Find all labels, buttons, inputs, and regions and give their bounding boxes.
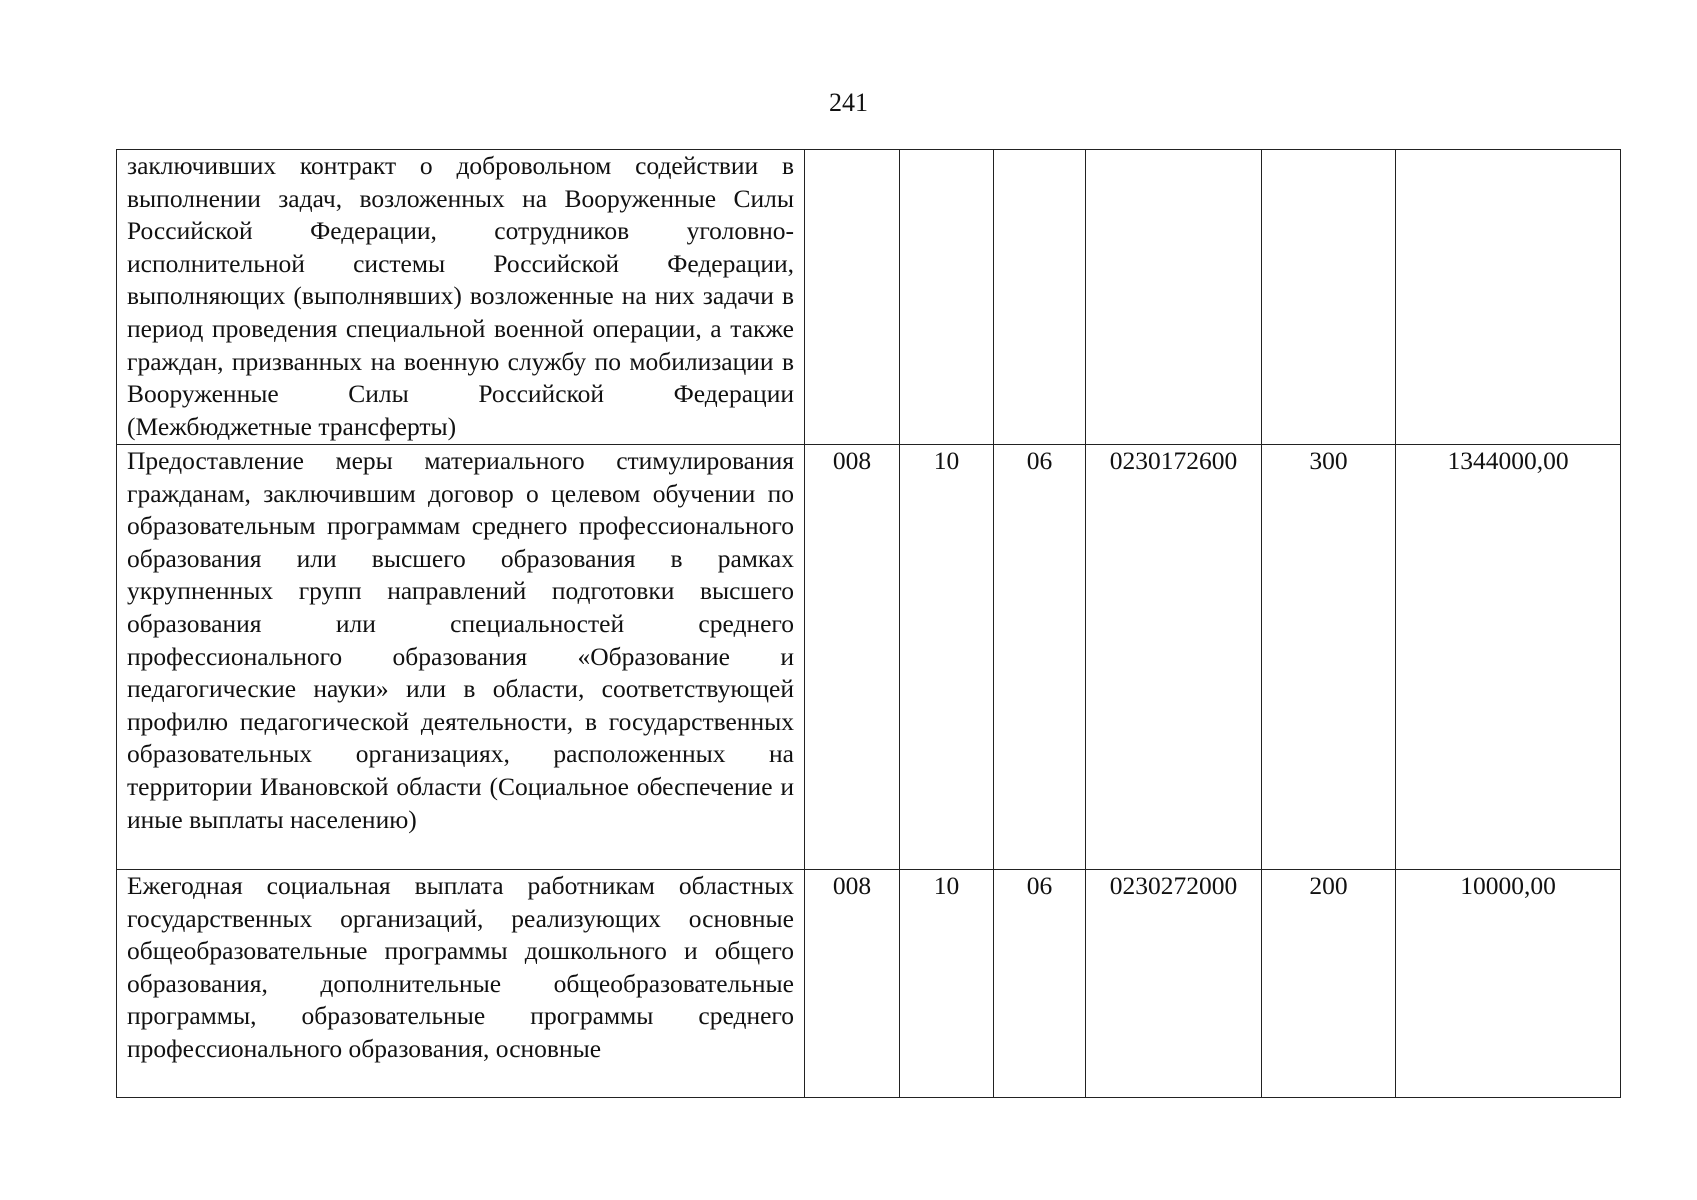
expense-type-cell <box>1262 150 1396 445</box>
budget-table <box>116 149 1621 1098</box>
subsection-code-cell: 06 <box>994 445 1086 870</box>
table-row <box>117 870 1621 1098</box>
subsection-code-cell: 06 <box>994 870 1086 1098</box>
target-article-cell: 0230172600 <box>1086 445 1262 870</box>
subsection-code-cell <box>994 150 1086 445</box>
amount-cell: 10000,00 <box>1396 870 1621 1098</box>
table-row <box>117 445 1621 870</box>
section-code-cell: 10 <box>900 445 994 870</box>
row-description: Ежегодная социальная выплата работникам областных государственных организаций, реализующих основные общеобразовательные программы дошкольного и общего образования, дополнительные общеобразовательные программы, образовательные программы среднего профессионального образования, основные <box>117 870 805 1098</box>
section-code-cell: 10 <box>900 870 994 1098</box>
row-description: Предоставление меры материального стимулирования гражданам, заключившим договор о целевом обучении по образовательным программам среднего профессионального образования или высшего образования в рамках укрупненных групп направлений подготовки высшего образования или специальностей среднего профессионального образования «Образование и педагогические науки» или в области, соответствующей профилю педагогической деятельности, в государственных образовательных организациях, расположенных на территории Ивановской области (Социальное обеспечение и иные выплаты населению) <box>117 445 805 870</box>
expense-type-cell: 200 <box>1262 870 1396 1098</box>
amount-cell <box>1396 150 1621 445</box>
section-code-cell <box>900 150 994 445</box>
page-number: 241 <box>829 88 868 117</box>
ministry-code-cell: 008 <box>805 445 900 870</box>
ministry-code-cell <box>805 150 900 445</box>
row-description: заключивших контракт о добровольном содействии в выполнении задач, возложенных на Вооруженные Силы Российской Федерации, сотрудников уголовно-исполнительной системы Российской Федерации, выполняющих (выполнявших) возложенные на них задачи в период проведения специальной военной операции, а также граждан, призванных на военную службу по мобилизации в Вооруженные Силы Российской Федерации (Межбюджетные трансферты) <box>117 150 805 445</box>
table-row <box>117 150 1621 445</box>
target-article-cell <box>1086 150 1262 445</box>
target-article-cell: 0230272000 <box>1086 870 1262 1098</box>
amount-cell: 1344000,00 <box>1396 445 1621 870</box>
ministry-code-cell: 008 <box>805 870 900 1098</box>
expense-type-cell: 300 <box>1262 445 1396 870</box>
